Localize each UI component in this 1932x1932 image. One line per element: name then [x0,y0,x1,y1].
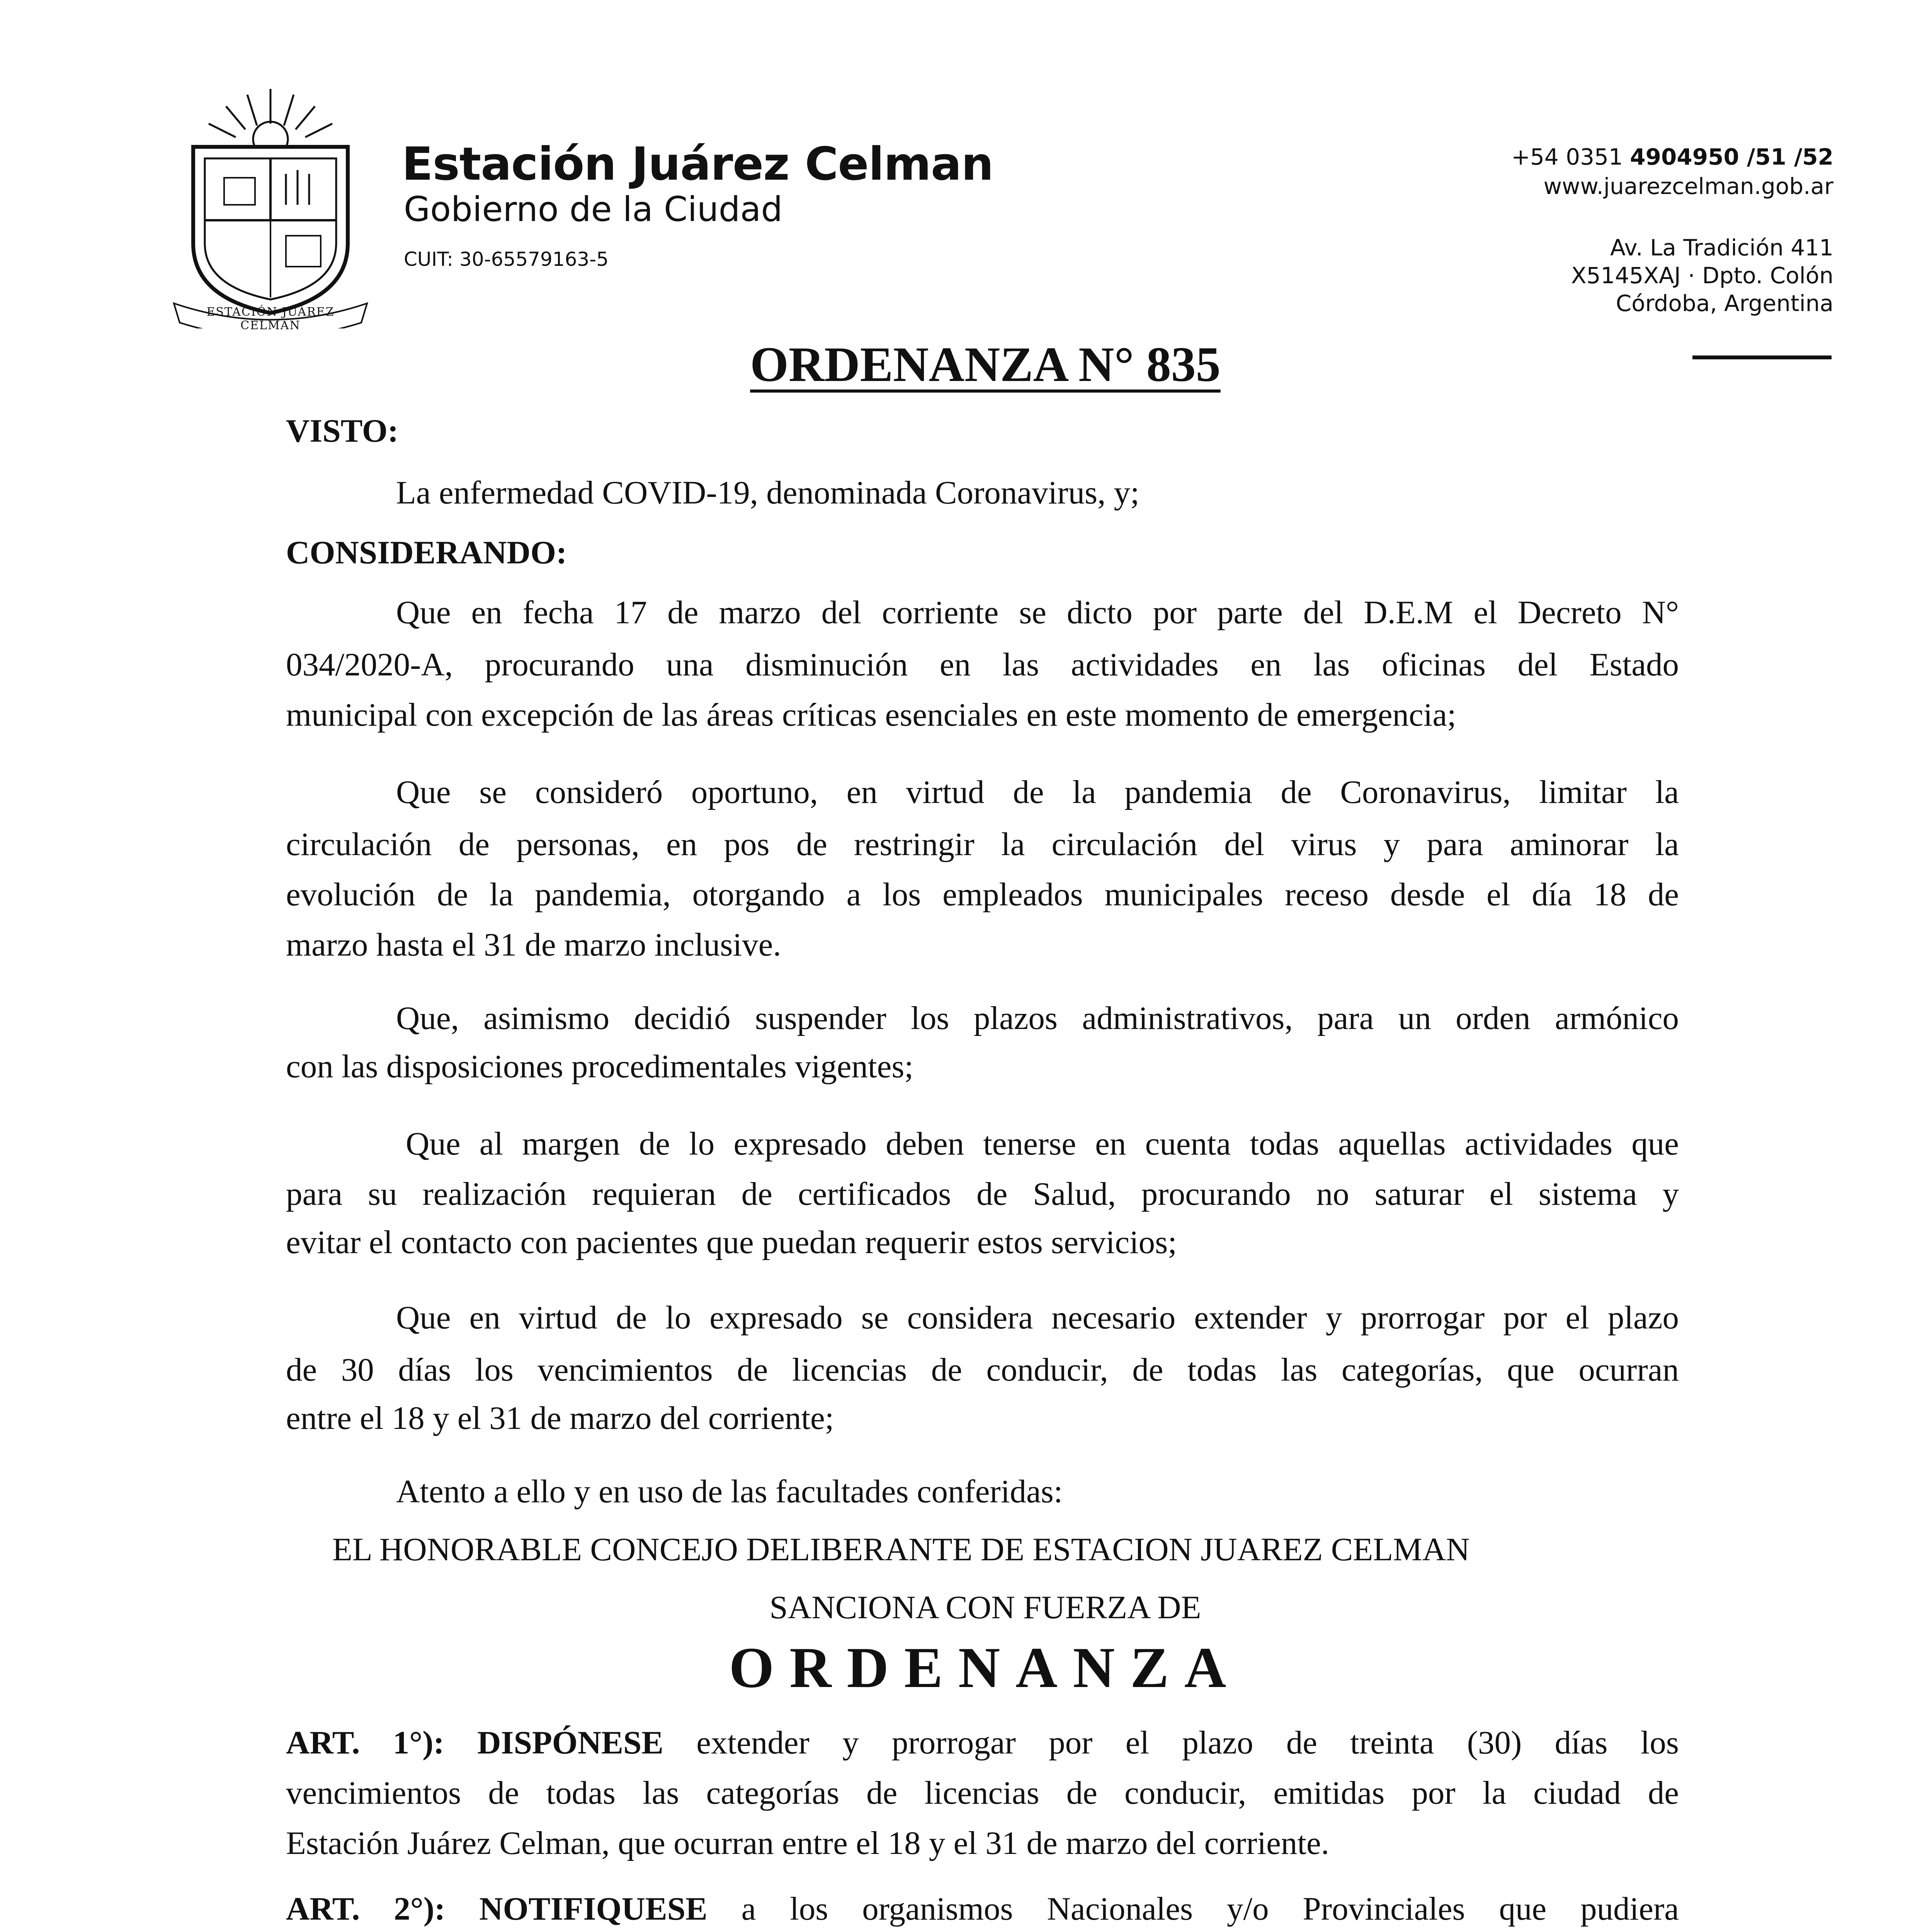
p4-line1: Que al margen de lo expresado deben tenerse en cuenta todas aquellas actividades que [406,1126,1679,1162]
address-line-3: Córdoba, Argentina [1616,290,1833,316]
p2-line4: marzo hasta el 31 de marzo inclusive. [286,927,781,963]
p5-line2: de 30 días los vencimientos de licencias de conducir, de todas las categorías, que ocurran [286,1352,1679,1388]
phone-line [1511,142,1833,172]
address-line-1: Av. La Tradición 411 [1610,235,1833,261]
art2-line1 [286,1886,1679,1932]
org-subtitle: Gobierno de la Ciudad [404,189,783,229]
p2-line1: Que se consideró oportuno, en virtud de la pandemia de Coronavirus, limitar la [396,774,1679,810]
document-title [0,336,1932,393]
p1-line3: municipal con excepción de las áreas críticas esenciales en este momento de emergencia; [286,697,1456,733]
p5-line1: Que en virtud de lo expresado se considera necesario extender y prorrogar por el plazo [396,1299,1679,1336]
art1-text: extender y prorrogar por el plazo de treinta (30) días los [696,1725,1679,1761]
art1-line1 [286,1719,1679,1766]
website: www.juarezcelman.gob.ar [1543,173,1833,199]
p4-line2: para su realización requieran de certificados de Salud, procurando no saturar el sistema y [286,1176,1679,1212]
crest-banner-text: ESTACIÓN JUÁREZ CELMAN [206,305,335,332]
art1-line2: vencimientos de todas las categorías de licencias de conducir, emitidas por la ciudad de [286,1775,1679,1811]
art1-label: ART. 1°): DISPÓNESE [286,1725,663,1761]
visto-text: La enfermedad COVID-19, denominada Coronavirus, y; [396,474,1139,511]
considerando-heading: CONSIDERANDO: [286,534,567,571]
sanciona-line: SANCIONA CON FUERZA DE [769,1589,1201,1626]
council-line: EL HONORABLE CONCEJO DELIBERANTE DE ESTACION JUAREZ CELMAN [332,1531,1470,1568]
phone-prefix: +54 0351 [1511,144,1630,170]
ordenanza-heading: ORDENANZA [729,1636,1242,1700]
municipal-crest-logo [170,81,371,328]
address-line-2: X5145XAJ · Dpto. Colón [1571,262,1833,289]
art1-line3: Estación Juárez Celman, que ocurran entre el 18 y el 31 de marzo del corriente. [286,1825,1329,1861]
p3-line2: con las disposiciones procedimentales vigentes; [286,1048,914,1085]
p4-line3: evitar el contacto con pacientes que puedan requerir estos servicios; [286,1224,1177,1260]
org-cuit: CUIT: 30-65579163-5 [404,248,609,270]
document-title-text: ORDENANZA N° 835 [750,337,1221,392]
org-name: Estación Juárez Celman [402,137,993,190]
p2-line3: evolución de la pandemia, otorgando a los empleados municipales receso desde el día 18 de [286,876,1679,913]
contact-block [1511,142,1833,201]
phone-number: 4904950 /51 /52 [1630,144,1833,170]
p5-line3: entre el 18 y el 31 de marzo del corriente; [286,1400,834,1436]
atento-line: Atento a ello y en uso de las facultades conferidas: [396,1473,1063,1510]
address-block [1571,234,1833,317]
p3-line1: Que, asimismo decidió suspender los plazos administrativos, para un orden armónico [396,1000,1679,1036]
art2-text: a los organismos Nacionales y/o Provinciales que pudiera [741,1891,1679,1927]
p1-line1: Que en fecha 17 de marzo del corriente se dicto por parte del D.E.M el Decreto N° [396,594,1679,631]
art2-label: ART. 2°): NOTIFIQUESE [286,1891,707,1927]
visto-heading: VISTO: [286,413,399,449]
p1-line2: 034/2020-A, procurando una disminución en las actividades en las oficinas del Estado [286,646,1679,683]
p2-line2: circulación de personas, en pos de restringir la circulación del virus y para aminorar la [286,826,1679,862]
